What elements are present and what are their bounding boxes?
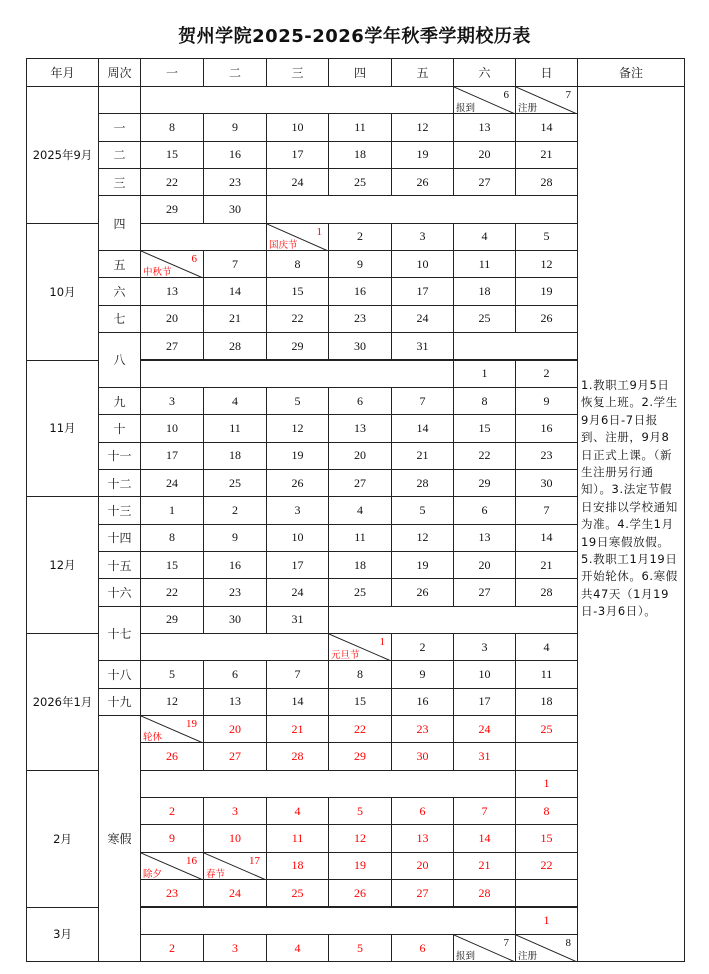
date-cell: 16	[328, 277, 392, 305]
date-cell: 17	[453, 688, 516, 716]
date-number: 6	[191, 253, 197, 266]
date-cell: 23	[391, 715, 454, 743]
date-cell: 24	[266, 578, 329, 606]
week-label: 十七	[98, 606, 141, 662]
blank-cell	[266, 195, 578, 223]
week-label: 十一	[98, 442, 141, 470]
date-cell: 14	[515, 113, 578, 141]
week-label: 四	[98, 195, 141, 251]
date-cell: 18	[328, 141, 392, 169]
date-cell: 29	[266, 332, 329, 360]
date-cell: 31	[391, 332, 454, 360]
header-cell: 二	[203, 58, 267, 87]
date-cell: 2	[328, 223, 392, 251]
date-cell: 14	[266, 688, 329, 716]
header-cell: 备注	[577, 58, 685, 87]
date-cell: 28	[515, 168, 578, 196]
date-number: 1	[316, 225, 322, 238]
date-number: 1	[379, 636, 385, 648]
date-number: 7	[565, 89, 571, 101]
date-cell: 23	[140, 879, 204, 907]
date-number: 16	[186, 854, 197, 867]
date-cell: 28	[391, 469, 454, 497]
date-cell: 20	[328, 442, 392, 470]
week-label: 三	[98, 168, 141, 196]
date-cell: 20	[453, 141, 516, 169]
date-cell: 8	[266, 250, 329, 278]
page-title: 贺州学院2025-2026学年秋季学期校历表	[178, 26, 531, 47]
date-cell: 13	[203, 688, 267, 716]
week-label: 十九	[98, 688, 141, 716]
date-cell: 27	[203, 742, 267, 770]
date-cell: 11	[453, 250, 516, 278]
date-cell: 3	[453, 633, 516, 661]
date-cell: 26	[515, 305, 578, 333]
date-cell: 18	[266, 852, 329, 880]
date-cell: 7	[453, 797, 516, 825]
date-cell: 11	[328, 113, 392, 141]
header-cell: 年月	[26, 58, 99, 87]
date-cell: 25	[515, 715, 578, 743]
blank-cell	[515, 879, 578, 907]
date-cell: 19	[391, 141, 454, 169]
date-cell: 2	[140, 934, 204, 962]
month-label: 12月	[26, 496, 99, 634]
date-cell: 23	[203, 168, 267, 196]
date-cell: 20	[140, 305, 204, 333]
date-cell: 14	[453, 824, 516, 852]
blank-cell	[140, 86, 454, 114]
date-cell: 9	[391, 660, 454, 688]
date-cell: 21	[453, 852, 516, 880]
date-cell: 25	[453, 305, 516, 333]
date-cell: 24	[453, 715, 516, 743]
date-cell: 22	[328, 715, 392, 743]
blank-cell	[515, 742, 578, 770]
date-cell: 21	[515, 141, 578, 169]
date-cell: 3	[203, 934, 267, 962]
date-cell: 29	[140, 606, 204, 634]
week-label: 八	[98, 332, 141, 388]
date-cell: 17	[391, 277, 454, 305]
month-label: 2026年1月	[26, 633, 99, 771]
date-cell: 17	[266, 551, 329, 579]
holiday-date-cell	[203, 852, 267, 880]
date-cell: 18	[515, 688, 578, 716]
date-cell: 3	[391, 223, 454, 251]
date-cell: 21	[515, 551, 578, 579]
date-cell: 28	[453, 879, 516, 907]
date-cell: 30	[328, 332, 392, 360]
date-cell: 6	[453, 496, 516, 524]
holiday-label: 春节	[206, 869, 226, 881]
week-label: 十八	[98, 660, 141, 688]
date-cell: 29	[453, 469, 516, 497]
date-cell: 15	[453, 414, 516, 442]
date-cell: 15	[266, 277, 329, 305]
date-cell: 11	[515, 660, 578, 688]
date-cell: 1	[140, 496, 204, 524]
header-cell: 周次	[98, 58, 141, 87]
date-cell: 21	[391, 442, 454, 470]
holiday-date-cell	[453, 934, 516, 962]
date-cell: 4	[515, 633, 578, 661]
date-number: 6	[503, 89, 509, 101]
date-cell: 15	[515, 824, 578, 852]
date-cell: 27	[140, 332, 204, 360]
date-cell: 16	[203, 551, 267, 579]
blank-cell	[140, 907, 516, 935]
date-cell: 13	[453, 113, 516, 141]
date-cell: 28	[203, 332, 267, 360]
holiday-label: 除夕	[143, 869, 163, 881]
date-cell: 22	[515, 852, 578, 880]
date-cell: 9	[328, 250, 392, 278]
blank-cell	[140, 223, 267, 251]
holiday-label: 注册	[518, 951, 538, 963]
date-cell: 22	[266, 305, 329, 333]
date-cell: 23	[515, 442, 578, 470]
date-cell: 8	[515, 797, 578, 825]
date-cell: 12	[328, 824, 392, 852]
week-label: 十三	[98, 496, 141, 524]
holiday-date-cell	[140, 250, 204, 278]
date-cell: 8	[140, 524, 204, 552]
date-cell: 30	[203, 606, 267, 634]
date-cell: 21	[203, 305, 267, 333]
date-cell: 30	[203, 195, 267, 223]
date-cell: 16	[515, 414, 578, 442]
date-cell: 17	[266, 141, 329, 169]
header-cell: 三	[266, 58, 329, 87]
week-label: 十五	[98, 551, 141, 579]
date-cell: 9	[140, 824, 204, 852]
date-number: 17	[249, 854, 260, 867]
holiday-label: 元旦节	[331, 650, 360, 662]
month-label: 10月	[26, 223, 99, 361]
date-cell: 9	[203, 524, 267, 552]
date-cell: 12	[515, 250, 578, 278]
week-label: 二	[98, 141, 141, 169]
date-cell: 7	[391, 387, 454, 415]
date-cell: 19	[328, 852, 392, 880]
date-cell: 5	[140, 660, 204, 688]
date-cell: 18	[453, 277, 516, 305]
week-label	[98, 86, 141, 114]
month-label: 11月	[26, 360, 99, 498]
week-label: 寒假	[98, 715, 141, 962]
month-label: 3月	[26, 907, 99, 963]
date-cell: 10	[266, 113, 329, 141]
date-cell: 5	[328, 797, 392, 825]
date-cell: 13	[453, 524, 516, 552]
date-cell: 11	[328, 524, 392, 552]
week-label: 七	[98, 305, 141, 333]
date-cell: 8	[140, 113, 204, 141]
holiday-date-cell	[266, 223, 329, 251]
date-cell: 6	[203, 660, 267, 688]
week-label: 十六	[98, 578, 141, 606]
blank-cell	[453, 332, 578, 360]
date-cell: 3	[140, 387, 204, 415]
week-label: 一	[98, 113, 141, 141]
holiday-date-cell	[328, 633, 392, 661]
date-cell: 9	[203, 113, 267, 141]
date-cell: 12	[391, 524, 454, 552]
header-cell: 六	[453, 58, 516, 87]
holiday-label: 注册	[518, 103, 538, 115]
date-cell: 12	[140, 688, 204, 716]
month-label: 2025年9月	[26, 86, 99, 224]
date-cell: 14	[515, 524, 578, 552]
date-cell: 1	[515, 770, 578, 798]
date-cell: 25	[328, 578, 392, 606]
blank-cell	[140, 633, 329, 661]
date-cell: 5	[391, 496, 454, 524]
date-cell: 10	[391, 250, 454, 278]
date-cell: 20	[203, 715, 267, 743]
date-cell: 13	[328, 414, 392, 442]
date-number: 7	[503, 936, 509, 949]
date-cell: 17	[140, 442, 204, 470]
date-cell: 19	[266, 442, 329, 470]
date-cell: 29	[328, 742, 392, 770]
holiday-label: 报到	[456, 951, 476, 963]
date-cell: 7	[266, 660, 329, 688]
date-cell: 15	[140, 141, 204, 169]
date-cell: 14	[203, 277, 267, 305]
date-number: 19	[186, 718, 197, 731]
date-cell: 8	[453, 387, 516, 415]
date-cell: 19	[391, 551, 454, 579]
date-cell: 25	[266, 879, 329, 907]
date-cell: 9	[515, 387, 578, 415]
date-cell: 22	[140, 578, 204, 606]
date-cell: 15	[328, 688, 392, 716]
date-cell: 23	[203, 578, 267, 606]
holiday-date-cell	[515, 86, 578, 114]
holiday-label: 国庆节	[269, 240, 298, 252]
week-label: 九	[98, 387, 141, 415]
date-cell: 29	[140, 195, 204, 223]
week-label: 十二	[98, 469, 141, 497]
date-cell: 12	[391, 113, 454, 141]
date-cell: 2	[203, 496, 267, 524]
week-label: 十四	[98, 524, 141, 552]
holiday-date-cell	[140, 715, 204, 743]
date-cell: 7	[515, 496, 578, 524]
date-cell: 10	[140, 414, 204, 442]
date-cell: 1	[453, 360, 516, 388]
holiday-label: 中秋节	[143, 267, 172, 279]
date-cell: 2	[391, 633, 454, 661]
holiday-date-cell	[453, 86, 516, 114]
date-cell: 10	[453, 660, 516, 688]
date-cell: 5	[266, 387, 329, 415]
date-cell: 26	[328, 879, 392, 907]
holiday-label: 轮休	[143, 732, 163, 744]
date-cell: 4	[266, 797, 329, 825]
month-label: 2月	[26, 770, 99, 908]
header-cell: 四	[328, 58, 392, 87]
date-cell: 16	[391, 688, 454, 716]
date-cell: 11	[266, 824, 329, 852]
date-cell: 22	[453, 442, 516, 470]
date-cell: 27	[391, 879, 454, 907]
header-cell: 日	[515, 58, 578, 87]
date-cell: 1	[515, 907, 578, 935]
week-label: 六	[98, 277, 141, 305]
date-cell: 30	[391, 742, 454, 770]
date-cell: 3	[203, 797, 267, 825]
week-label: 五	[98, 250, 141, 278]
date-cell: 24	[391, 305, 454, 333]
date-cell: 12	[266, 414, 329, 442]
remarks-column: 1.教职工9月5日恢复上班。2.学生9月6日-7日报到、注册，9月8日正式上课。（新生注册另行通知）。3.法定节假日安排以学校通知为准。4.学生1月19日寒假放假。5.教职工1月19日开始轮休。6.寒假共47天（1月19日-3月6日）。	[577, 86, 685, 962]
date-cell: 5	[515, 223, 578, 251]
date-cell: 24	[266, 168, 329, 196]
date-cell: 20	[391, 852, 454, 880]
holiday-date-cell	[140, 852, 204, 880]
date-cell: 18	[203, 442, 267, 470]
date-cell: 4	[453, 223, 516, 251]
date-cell: 2	[140, 797, 204, 825]
date-cell: 2	[515, 360, 578, 388]
date-cell: 10	[203, 824, 267, 852]
date-cell: 25	[203, 469, 267, 497]
date-cell: 11	[203, 414, 267, 442]
header-cell: 一	[140, 58, 204, 87]
date-cell: 5	[328, 934, 392, 962]
date-cell: 31	[266, 606, 329, 634]
date-cell: 28	[266, 742, 329, 770]
date-cell: 8	[328, 660, 392, 688]
date-cell: 23	[328, 305, 392, 333]
header-cell: 五	[391, 58, 454, 87]
date-cell: 26	[140, 742, 204, 770]
date-cell: 26	[391, 578, 454, 606]
blank-cell	[140, 360, 454, 388]
holiday-date-cell	[515, 934, 578, 962]
date-cell: 7	[203, 250, 267, 278]
date-cell: 18	[328, 551, 392, 579]
date-cell: 20	[453, 551, 516, 579]
date-cell: 22	[140, 168, 204, 196]
date-cell: 16	[203, 141, 267, 169]
blank-cell	[140, 770, 516, 798]
date-cell: 3	[266, 496, 329, 524]
date-cell: 13	[140, 277, 204, 305]
date-cell: 4	[203, 387, 267, 415]
blank-cell	[328, 606, 578, 634]
date-cell: 21	[266, 715, 329, 743]
date-cell: 24	[203, 879, 267, 907]
date-cell: 6	[391, 934, 454, 962]
date-cell: 6	[328, 387, 392, 415]
date-cell: 27	[453, 168, 516, 196]
date-cell: 31	[453, 742, 516, 770]
holiday-label: 报到	[456, 103, 476, 115]
date-cell: 30	[515, 469, 578, 497]
date-cell: 24	[140, 469, 204, 497]
date-cell: 4	[266, 934, 329, 962]
date-cell: 25	[328, 168, 392, 196]
date-cell: 28	[515, 578, 578, 606]
date-cell: 6	[391, 797, 454, 825]
date-cell: 14	[391, 414, 454, 442]
date-cell: 10	[266, 524, 329, 552]
date-cell: 26	[266, 469, 329, 497]
date-cell: 26	[391, 168, 454, 196]
date-cell: 27	[453, 578, 516, 606]
week-label: 十	[98, 414, 141, 442]
date-cell: 13	[391, 824, 454, 852]
date-cell: 27	[328, 469, 392, 497]
date-cell: 19	[515, 277, 578, 305]
date-cell: 4	[328, 496, 392, 524]
date-cell: 15	[140, 551, 204, 579]
date-number: 8	[565, 936, 571, 949]
